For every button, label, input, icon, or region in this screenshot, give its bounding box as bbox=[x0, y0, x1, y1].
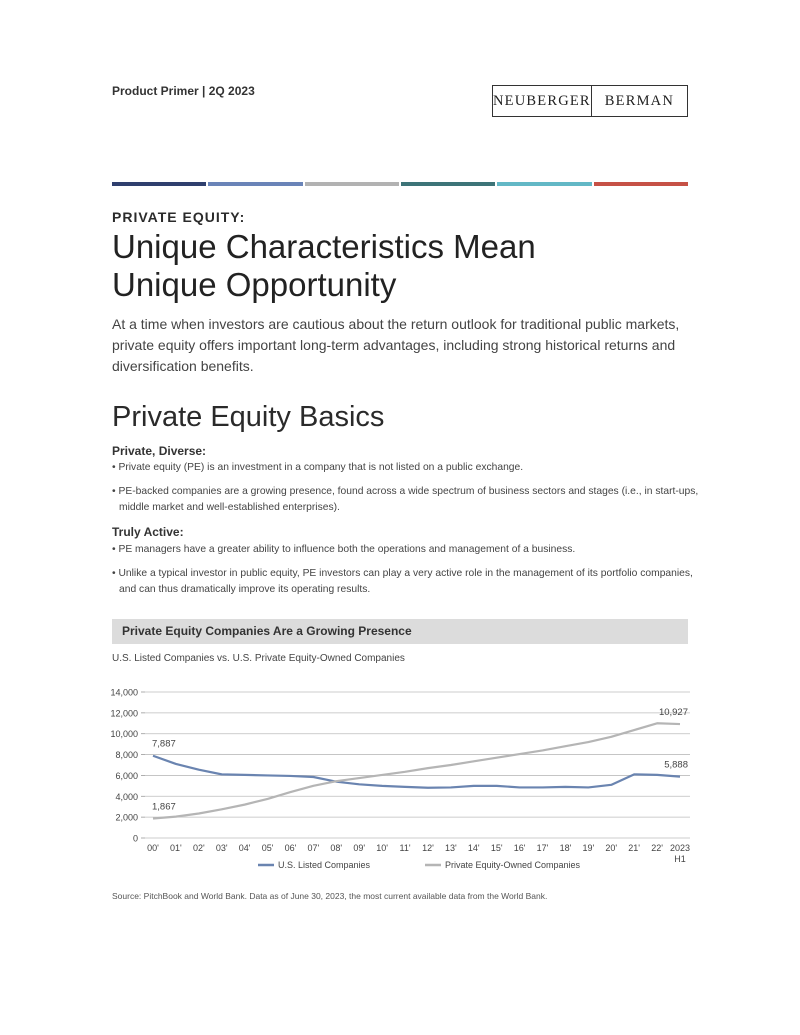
neuberger-berman-logo bbox=[492, 85, 688, 117]
bullet-item: • PE managers have a greater ability to influence both the operations and management of a business. bbox=[112, 544, 576, 555]
x-tick-label: 05' bbox=[261, 843, 274, 853]
line-chart bbox=[100, 680, 700, 880]
x-tick-label: 08' bbox=[330, 843, 343, 853]
x-tick-label: 07' bbox=[307, 843, 320, 853]
x-tick-label: 17' bbox=[536, 843, 549, 853]
bullet-item: • Private equity (PE) is an investment in a company that is not listed on a public exchange. bbox=[112, 462, 524, 473]
y-tick-label: 14,000 bbox=[110, 687, 138, 698]
y-tick-label: 0 bbox=[132, 833, 138, 844]
section-title: Private Equity Basics bbox=[112, 401, 385, 433]
x-tick-label: 21' bbox=[628, 843, 641, 853]
chart-subtitle: U.S. Listed Companies vs. U.S. Private Equity-Owned Companies bbox=[112, 653, 405, 664]
x-tick-label: 01' bbox=[170, 843, 182, 853]
x-tick-label: 2023 bbox=[669, 843, 691, 853]
y-tick-label: 10,000 bbox=[110, 729, 138, 740]
subheading-private-diverse: Private, Diverse: bbox=[112, 444, 207, 458]
x-tick-label: 11' bbox=[399, 843, 411, 853]
y-tick-label: 12,000 bbox=[110, 708, 138, 719]
page-title bbox=[112, 228, 712, 304]
eyebrow-heading: PRIVATE EQUITY: bbox=[112, 209, 246, 225]
y-tick-label: 4,000 bbox=[115, 791, 138, 802]
chart-title-band: Private Equity Companies Are a Growing Presence bbox=[112, 619, 688, 644]
x-tick-label: H1 bbox=[674, 854, 686, 864]
y-tick-label: 2,000 bbox=[115, 812, 138, 823]
x-tick-label: 13' bbox=[445, 843, 457, 853]
title-line-1: Unique Characteristics Mean bbox=[112, 228, 536, 265]
x-tick-label: 03' bbox=[215, 843, 228, 853]
stripe-segment bbox=[305, 182, 399, 186]
x-tick-label: 18' bbox=[559, 843, 572, 853]
data-label: 1,867 bbox=[152, 801, 176, 813]
series-line-pe-owned bbox=[153, 723, 680, 818]
stripe-segment bbox=[594, 182, 688, 186]
document-label: Product Primer | 2Q 2023 bbox=[112, 84, 255, 98]
x-tick-label: 00' bbox=[147, 843, 159, 853]
x-tick-label: 06' bbox=[284, 843, 297, 853]
x-tick-label: 15' bbox=[490, 843, 503, 853]
legend-label: Private Equity-Owned Companies bbox=[445, 860, 581, 870]
data-label: 5,888 bbox=[664, 759, 688, 771]
x-tick-label: 02' bbox=[192, 843, 205, 853]
x-tick-label: 12' bbox=[422, 843, 434, 853]
x-tick-label: 10' bbox=[376, 843, 388, 853]
stripe-segment bbox=[401, 182, 495, 186]
x-tick-label: 09' bbox=[353, 843, 366, 853]
data-label: 7,887 bbox=[152, 738, 176, 750]
color-stripe-bar bbox=[112, 182, 688, 186]
stripe-segment bbox=[208, 182, 302, 186]
intro-paragraph: At a time when investors are cautious about the return outlook for traditional public markets, private equity offers important long-term advantages, including strong historical returns and diversification benefits. bbox=[112, 316, 680, 374]
legend-label: U.S. Listed Companies bbox=[278, 860, 371, 870]
subheading-truly-active: Truly Active: bbox=[112, 525, 184, 539]
x-tick-label: 20' bbox=[605, 843, 618, 853]
y-tick-label: 6,000 bbox=[115, 770, 138, 781]
stripe-segment bbox=[112, 182, 206, 186]
bullet-item: • PE-backed companies are a growing presence, found across a wide spectrum of business sectors and stages (i.e., in start-ups, middle market and well-established enterprises). bbox=[112, 486, 699, 513]
stripe-segment bbox=[497, 182, 591, 186]
title-line-2: Unique Opportunity bbox=[112, 266, 397, 303]
logo-right-text: BERMAN bbox=[604, 92, 675, 109]
x-tick-label: 14' bbox=[467, 843, 480, 853]
x-tick-label: 04' bbox=[238, 843, 251, 853]
series-line-listed bbox=[153, 756, 680, 788]
bullet-item: • Unlike a typical investor in public equity, PE investors can play a very active role in the management of its portfolio companies, and can thus dramatically improve its operating results. bbox=[112, 568, 693, 595]
logo-left-text: NEUBERGER bbox=[493, 92, 591, 109]
data-label: 10,927 bbox=[658, 707, 688, 719]
x-tick-label: 16' bbox=[513, 843, 526, 853]
y-tick-label: 8,000 bbox=[115, 750, 138, 761]
x-tick-label: 19' bbox=[582, 843, 595, 853]
source-note: Source: PitchBook and World Bank. Data as of June 30, 2023, the most current available data from the World Bank. bbox=[112, 891, 548, 901]
x-tick-label: 22' bbox=[651, 843, 663, 853]
